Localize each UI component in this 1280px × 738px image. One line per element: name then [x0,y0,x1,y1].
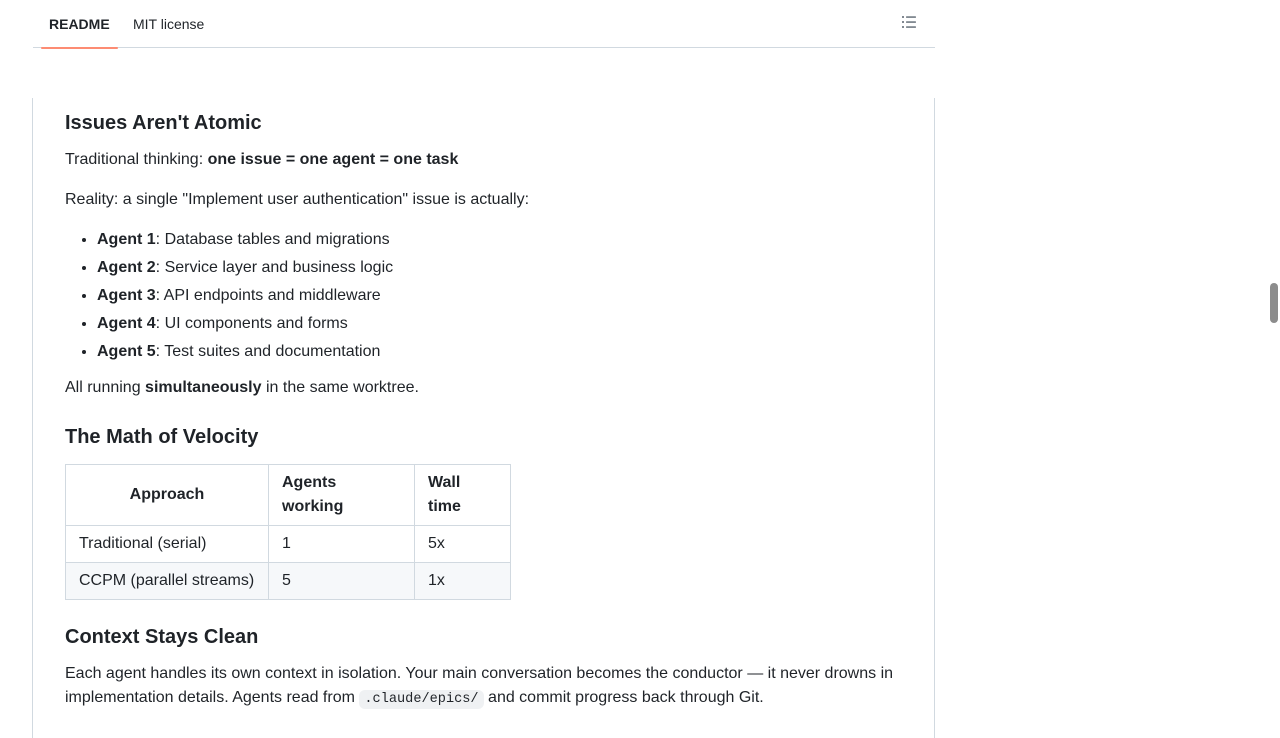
agent-name: Agent 1 [97,231,156,248]
context-text-prefix: Each agent handles its own context in isolation. Your main conversation becomes the conductor — it never drowns in implementation details. Agents read from [65,665,894,706]
heading-context-stays-clean: Context Stays Clean [65,626,259,648]
table-of-contents-button[interactable] [897,12,921,36]
agent-name: Agent 4 [97,315,156,332]
column-header: Approach [66,465,269,526]
traditional-prefix: Traditional thinking: [65,151,208,168]
list-item [97,340,905,364]
velocity-table [65,464,511,600]
list-item [97,284,905,308]
context-text-suffix: and commit progress back through Git. [483,689,764,706]
list-unordered-icon [901,14,917,35]
agent-name: Agent 2 [97,259,156,276]
column-header: Wall time [415,465,511,526]
table-row [66,563,511,600]
all-running-bold: simultaneously [145,379,262,396]
agent-description: : UI components and forms [155,315,348,332]
page-scrollbar-thumb[interactable] [1270,283,1278,323]
context-paragraph [65,662,905,712]
tab-readme[interactable]: README [41,0,118,48]
agent-description: : Test suites and documentation [155,343,381,360]
heading-issues-arent-atomic: Issues Aren't Atomic [65,112,262,134]
table-cell: 5x [415,526,511,563]
list-item [97,256,905,280]
agent-description: : API endpoints and middleware [155,287,381,304]
reality-paragraph: Reality: a single "Implement user authentication" issue is actually: [65,191,530,208]
traditional-bold: one issue = one agent = one task [207,151,459,168]
table-header-row [66,465,511,526]
table-cell: CCPM (parallel streams) [66,563,269,600]
all-running-suffix: in the same worktree. [261,379,419,396]
column-header: Agents working [269,465,415,526]
table-cell: 1x [415,563,511,600]
heading-math-of-velocity: The Math of Velocity [65,426,259,448]
tab-mit-license[interactable]: MIT license [133,16,205,32]
agent-description: : Service layer and business logic [155,259,394,276]
readme-content [65,108,905,712]
list-item [97,228,905,252]
table-cell: 5 [269,563,415,600]
traditional-thinking-paragraph [65,148,905,172]
all-running-prefix: All running [65,379,146,396]
list-item [97,312,905,336]
readme-tab-bar [33,0,935,48]
agent-list [65,228,905,364]
epics-path-code: .claude/epics/ [359,690,483,709]
agent-name: Agent 5 [97,343,156,360]
table-cell: 1 [269,526,415,563]
table-cell: Traditional (serial) [66,526,269,563]
table-row [66,526,511,563]
all-running-paragraph [65,376,905,400]
agent-name: Agent 3 [97,287,156,304]
agent-description: : Database tables and migrations [155,231,390,248]
